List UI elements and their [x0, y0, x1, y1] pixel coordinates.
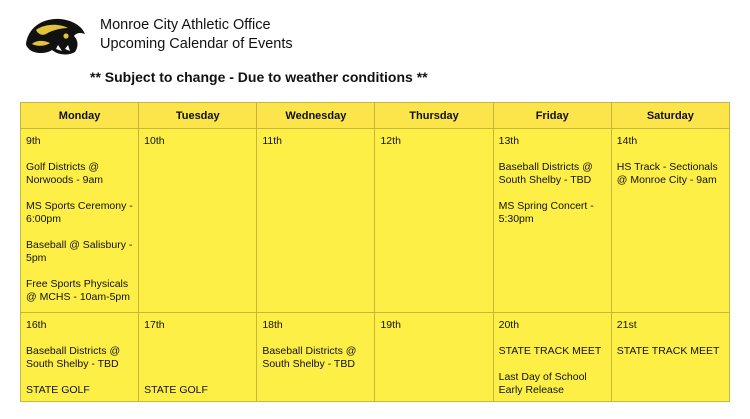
calendar-subtitle: Upcoming Calendar of Events — [100, 36, 293, 52]
weekday-header: Friday — [493, 103, 611, 129]
office-title: Monroe City Athletic Office — [100, 17, 271, 33]
day-cell — [21, 313, 139, 402]
day-cell — [375, 129, 493, 313]
day-cell — [257, 313, 375, 402]
event-item: Free Sports Physicals @ MCHS - 10am-5pm — [26, 278, 131, 303]
event-item: MS Sports Ceremony - 6:00pm — [26, 200, 133, 225]
day-date: 12th — [380, 135, 401, 147]
event-item: STATE GOLF — [144, 384, 208, 396]
event-item: HS Track - Sectionals @ Monroe City - 9am — [616, 161, 718, 186]
event-item: Baseball Districts @ South Shelby - TBD — [498, 161, 593, 186]
event-item: Baseball Districts @ South Shelby - TBD — [26, 345, 121, 370]
week-row — [21, 129, 730, 313]
week-row — [21, 313, 730, 402]
day-date: 19th — [380, 319, 401, 331]
day-cell — [257, 129, 375, 313]
day-date: 9th — [26, 135, 41, 147]
event-item: Last Day of School Early Release — [498, 371, 587, 396]
day-cell — [493, 313, 611, 402]
day-date: 13th — [498, 135, 520, 147]
event-item: STATE TRACK MEET — [498, 345, 602, 357]
day-date: 17th — [144, 319, 165, 331]
day-date: 18th — [262, 319, 283, 331]
day-cell — [139, 129, 257, 313]
event-item: Baseball @ Salisbury - 5pm — [26, 239, 133, 264]
day-date: 11th — [262, 135, 282, 147]
day-date: 16th — [26, 319, 47, 331]
day-date: 20th — [498, 319, 520, 331]
weekday-header: Saturday — [611, 103, 729, 129]
event-item — [144, 345, 252, 371]
weekday-header: Tuesday — [139, 103, 257, 129]
day-cell — [21, 129, 139, 313]
event-item: Golf Districts @ Norwoods - 9am — [26, 161, 104, 186]
weekday-header: Monday — [21, 103, 139, 129]
event-item: Baseball Districts @ South Shelby - TBD — [262, 345, 357, 370]
day-cell — [139, 313, 257, 402]
day-date: 14th — [616, 135, 638, 147]
event-item: STATE TRACK MEET — [616, 345, 720, 357]
weekday-header: Thursday — [375, 103, 493, 129]
weekday-header: Wednesday — [257, 103, 375, 129]
day-cell — [611, 129, 729, 313]
day-cell — [375, 313, 493, 402]
panther-head-logo — [22, 14, 88, 58]
weekday-header-row — [21, 103, 730, 129]
event-item: MS Spring Concert - 5:30pm — [498, 200, 594, 225]
events-calendar-table — [20, 102, 730, 402]
day-date: 21st — [616, 319, 637, 331]
day-date: 10th — [144, 135, 165, 147]
day-cell — [493, 129, 611, 313]
weather-notice: ** Subject to change - Due to weather conditions ** — [90, 69, 428, 85]
day-cell — [611, 313, 729, 402]
event-item: STATE GOLF — [26, 384, 90, 396]
